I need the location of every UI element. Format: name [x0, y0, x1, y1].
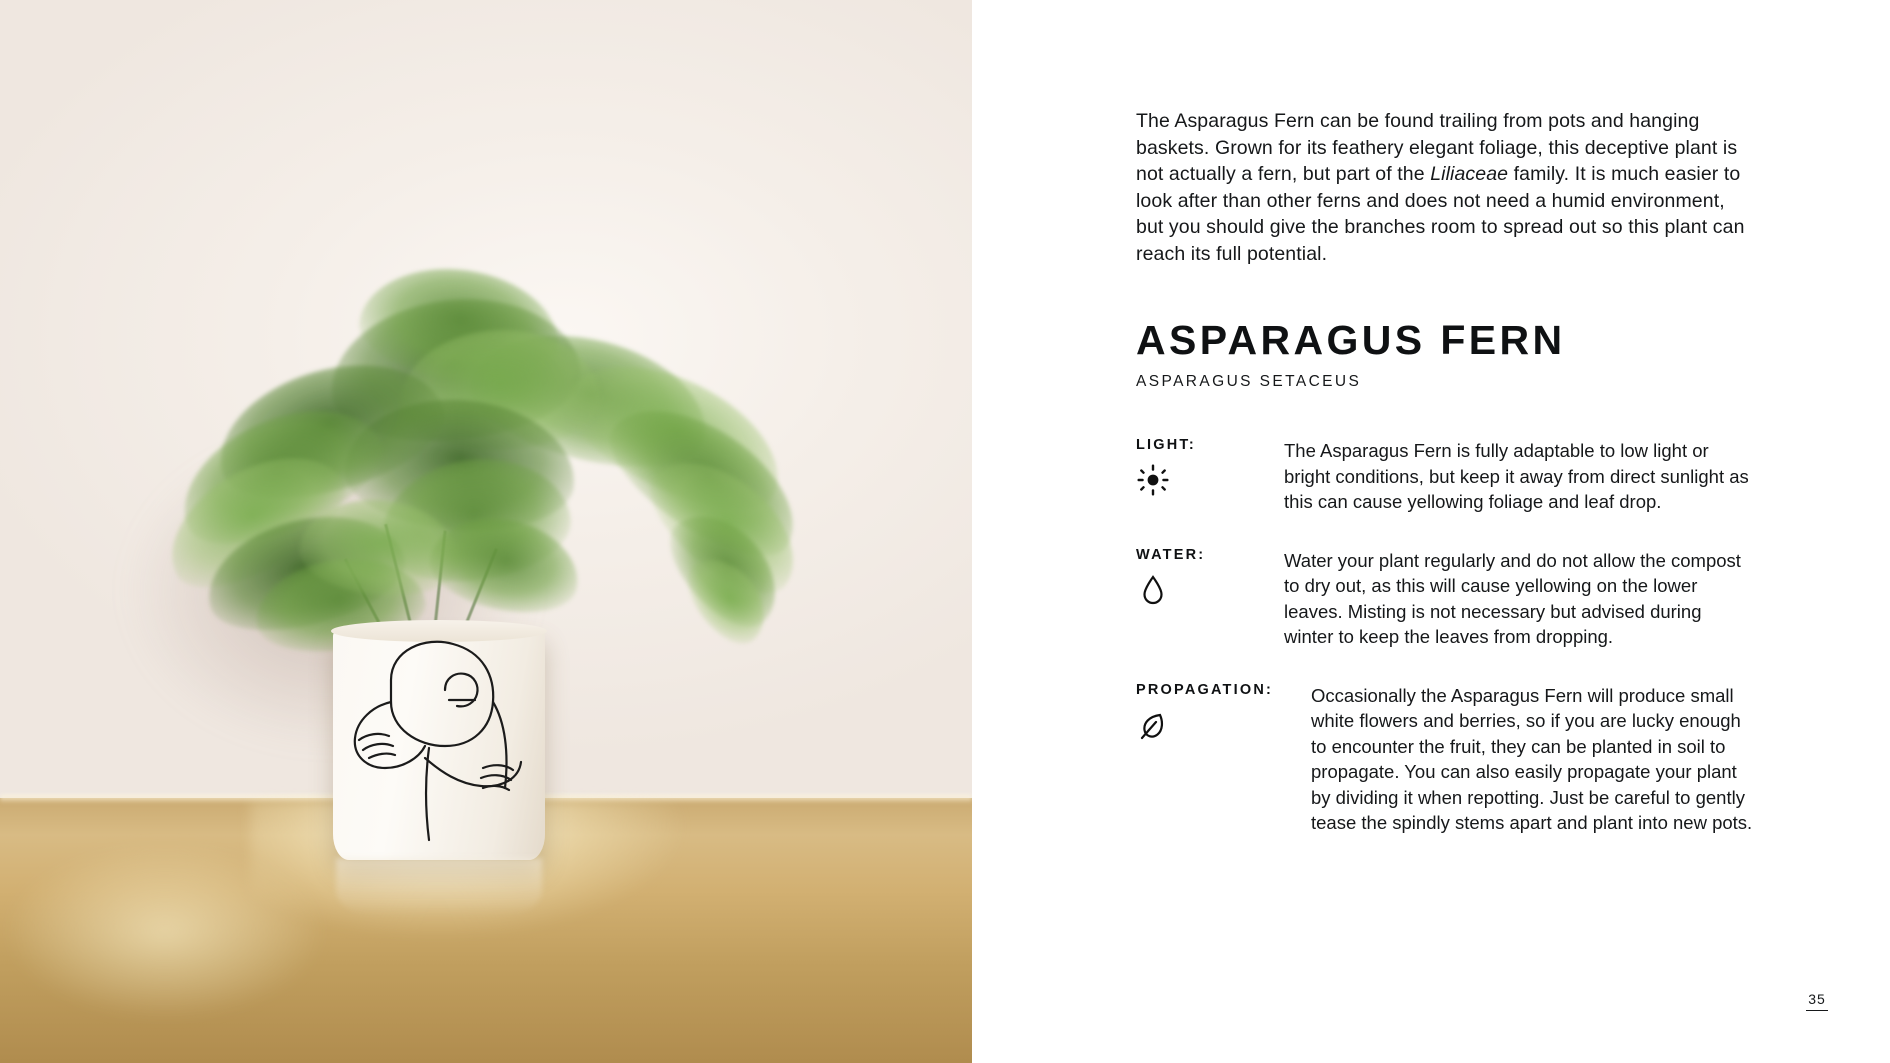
page-number: [1806, 991, 1828, 1011]
care-row-water: [1136, 547, 1754, 650]
plant-profile-page: [972, 0, 1890, 1063]
page-title: ASPARAGUS FERN: [1136, 317, 1566, 363]
care-row-propagation: [1136, 682, 1754, 836]
sun-icon: [1136, 463, 1284, 497]
care-label-column: [1136, 547, 1284, 650]
pot-reflection: [336, 858, 542, 916]
care-label-propagation: PROPAGATION:: [1136, 681, 1274, 698]
intro-paragraph: The Asparagus Fern can be found trailing from pots and hanging baskets. Grown for its feathery elegant foliage, this deceptive plant is not actually a fern, but part of the Liliaceae family. It is much easier to look after than other ferns and does not need a humid environment, but you should give the branches room to spread out so this plant can reach its full potential.: [1136, 110, 1745, 265]
care-label-column: [1136, 682, 1311, 836]
care-label-water: WATER:: [1136, 546, 1206, 563]
pot-line-illustration: [333, 628, 545, 860]
care-label-light: LIGHT:: [1136, 437, 1196, 453]
page-number-value: 35: [1808, 990, 1826, 1007]
care-row-light: [1136, 437, 1754, 515]
care-text-propagation: Occasionally the Asparagus Fern will produce small white flowers and berries, so if you are lucky enough to encounter the fruit, they can be planted in soil to propagate. You can also easily propagate your plant by dividing it when repotting. Just be careful to gently tease the spindly stems apart and plant into new pots.: [1311, 684, 1753, 833]
care-text-water: Water your plant regularly and do not allow the compost to dry out, as this will cause yellowing on the lower leaves. Misting is not necessary but advised during winter to keep the leaves from dropping.: [1284, 549, 1741, 647]
leaf-icon: [1136, 708, 1311, 742]
care-text-light: The Asparagus Fern is fully adaptable to low light or bright conditions, but keep it away from direct sunlight as this can cause yellowing foliage and leaf drop.: [1284, 440, 1749, 512]
latin-name: ASPARAGUS SETACEUS: [1136, 373, 1362, 390]
water-drop-icon: [1136, 573, 1284, 607]
care-instructions: [1136, 437, 1754, 836]
care-label-column: [1136, 437, 1284, 515]
page-number-rule: [1806, 1010, 1828, 1011]
